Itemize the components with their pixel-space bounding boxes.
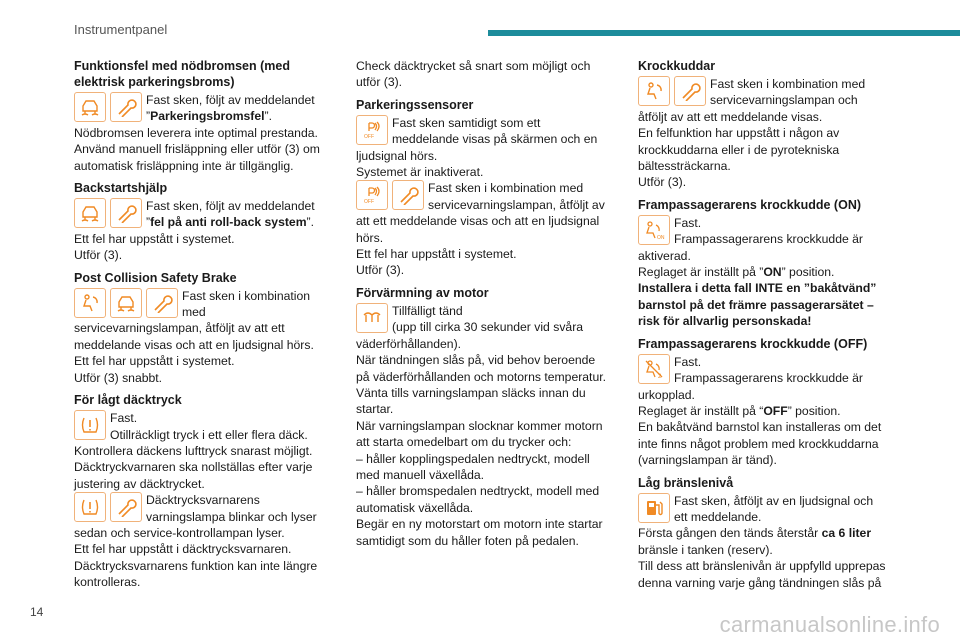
paragraph: Ett fel har uppstått i systemet. (74, 231, 235, 246)
text-bold: fel på anti roll-back system (150, 215, 307, 230)
paragraph: När varningslampan slocknar kommer motorn att starta omedelbart om du trycker och: (356, 418, 603, 450)
paragraph: Utför (3). (74, 248, 123, 263)
paragraph: Utför (3). (356, 263, 405, 278)
text: Första gången den tänds återstår (638, 526, 822, 541)
text: ” position. (787, 403, 841, 418)
paragraph: Nödbromsen leverera inte optimal prestanda. Använd manuell frisläppning eller utför (3) om automatisk frisläppning inte är tillgänglig. (74, 125, 320, 173)
wrench-icon (392, 180, 424, 210)
paragraph: Kontrollera däckens lufttryck snarast möjligt. (74, 443, 313, 458)
paragraph: Däcktrycksvarnarens funktion kan inte längre kontrolleras. (74, 558, 318, 590)
column-3 (638, 58, 888, 597)
text: ”. (306, 215, 314, 230)
paragraph: Däcktrycksvarnarens varningslampa blinkar och lyser sedan och service-kontrollampan lyser. (74, 493, 317, 540)
paragraph: Fast. (110, 411, 138, 426)
glow-plug-icon (356, 303, 388, 333)
paragraph: En bakåtvänd barnstol kan installeras om det inte finns något problem med krockkuddarna (varningslampan är tänd). (638, 420, 882, 468)
section-parking-sensors (356, 97, 606, 279)
section-title: För lågt däcktryck (74, 393, 182, 408)
paragraph: Otillräckligt tryck i ett eller flera däck. (110, 427, 308, 442)
page-number: 14 (30, 605, 44, 619)
text-bold: Parkeringsbromsfel (150, 109, 265, 124)
svg-text:ON: ON (657, 234, 665, 240)
wrench-icon (674, 76, 706, 106)
section-title: Post Collision Safety Brake (74, 270, 237, 285)
section-preheating (356, 285, 606, 549)
section-title: Frampassagerarens krockkudde (OFF) (638, 336, 868, 351)
section-airbag-off (638, 336, 888, 469)
wrench-icon (110, 198, 142, 228)
wrench-icon (110, 92, 142, 122)
paragraph: När tändningen slås på, vid behov beroende på väderförhållanden och motorns temperatur. (356, 353, 606, 384)
paragraph: – håller kopplingspedalen nedtryckt, modell med manuell växellåda. (356, 451, 590, 482)
airbag-on-icon (638, 215, 670, 245)
paragraph: Frampassagerarens krockkudde är urkopplad. (638, 371, 863, 402)
tire-pressure-icon (74, 410, 106, 440)
parking-sensor-off-icon (356, 180, 388, 210)
paragraph: Frampassagerarens krockkudde är aktiverad. (638, 232, 863, 263)
section-hill-start (74, 180, 324, 264)
car-skid-icon (74, 92, 106, 122)
section-airbag-on (638, 197, 888, 330)
paragraph: Check däcktrycket så snart som möjligt och utför (3). (356, 59, 591, 90)
paragraph: – håller bromspedalen nedtryckt, modell med automatisk växellåda. (356, 484, 600, 515)
column-2 (356, 58, 606, 555)
parking-sensor-off-icon (356, 115, 388, 145)
paragraph: Vänta tills varningslampan släcks innan du startar. (356, 385, 586, 417)
text-bold: ON (763, 265, 782, 280)
paragraph: Ett fel har uppstått i systemet. (74, 354, 235, 369)
car-skid-icon (110, 288, 142, 318)
section-emergency-brake (74, 58, 324, 174)
text: ”. (264, 109, 272, 124)
wrench-icon (146, 288, 178, 318)
paragraph: Utför (3). (638, 175, 687, 190)
wrench-icon (110, 492, 142, 522)
text: bränsle i tanken (reserv). (638, 542, 773, 557)
paragraph: Till dess att bränslenivån är uppfylld upprepas denna varning varje gång tändningen slås på (638, 559, 886, 590)
section-low-tyre-pressure (74, 392, 324, 590)
svg-text:OFF: OFF (364, 133, 374, 140)
airbag-icon (638, 76, 670, 106)
paragraph: Fast. (674, 215, 702, 230)
paragraph: Däcktryckvarnaren ska nollställas efter varje justering av däcktrycket. (74, 460, 313, 491)
section-airbags (638, 58, 888, 191)
paragraph: Ett fel har uppstått i däcktrycksvarnaren. (74, 542, 292, 557)
running-header: Instrumentpanel (74, 22, 168, 37)
airbag-off-icon (638, 354, 670, 384)
section-title: Krockkuddar (638, 59, 716, 73)
section-title: Frampassagerarens krockkudde (ON) (638, 197, 862, 212)
section-title: Backstartshjälp (74, 181, 168, 196)
paragraph: Utför (3) snabbt. (74, 370, 163, 385)
paragraph: Fast. (674, 354, 702, 369)
text-bold: ca 6 liter (821, 526, 872, 541)
tire-pressure-icon (74, 492, 106, 522)
fuel-pump-icon (638, 493, 670, 523)
paragraph: Fast sken i kombination med servicevarningslampan, åtföljt av att ett meddelande visas och att en ljudsignal hörs. (356, 181, 605, 245)
section-title: Funktionsfel med nödbromsen (med elektrisk parkeringsbroms) (74, 59, 290, 89)
airbag-icon (74, 288, 106, 318)
text-bold: OFF (763, 403, 788, 418)
section-post-collision (74, 270, 324, 386)
car-skid-icon (74, 198, 106, 228)
section-title: Låg bränslenivå (638, 475, 734, 490)
paragraph: Systemet är inaktiverat. (356, 165, 484, 180)
column-1 (74, 58, 324, 597)
paragraph: Begär en ny motorstart om motorn inte startar samtidigt som du håller foten på pedalen. (356, 517, 603, 548)
svg-text:OFF: OFF (364, 199, 374, 206)
paragraph: Fast sken i kombination med servicevarningslampan och åtföljt av att ett meddelande visas. (638, 77, 866, 124)
paragraph: Fast sken, åtföljt av en ljudsignal och ett meddelande. (674, 493, 874, 524)
section-title: Förvärmning av motor (356, 285, 489, 300)
text: ” position. (781, 265, 835, 280)
text: Reglaget är inställt på ” (638, 265, 764, 280)
paragraph: Ett fel har uppstått i systemet. (356, 247, 517, 262)
text: Fast sken, följt av meddelandet ” (146, 93, 315, 124)
watermark: carmanualsonline.info (719, 612, 940, 637)
paragraph: En felfunktion har uppstått i någon av krockkuddarna eller i de pyrotekniska bältessträckarna. (638, 126, 840, 174)
paragraph: Tillfälligt tänd (392, 303, 463, 318)
text: Reglaget är inställt på “ (638, 403, 764, 418)
paragraph: Fast sken i kombination med servicevarningslampan, åtföljt av att ett meddelande visas och att en ljudsignal hörs. (74, 288, 314, 352)
paragraph: (upp till cirka 30 sekunder vid svåra väderförhållanden). (356, 320, 584, 351)
header-accent-bar (488, 30, 960, 36)
svg-text:2: 2 (658, 373, 662, 379)
section-title: Parkeringssensorer (356, 97, 474, 112)
warning-text: Installera i detta fall INTE en ”bakåtvänd” barnstol på det främre passagerarsätet – risk för allvarlig personskada! (638, 281, 877, 329)
section-low-fuel (638, 475, 888, 591)
paragraph: Fast sken samtidigt som ett meddelande visas på skärmen och en ljudsignal hörs. (356, 115, 598, 163)
text: Fast sken, följt av meddelandet ” (146, 199, 315, 230)
